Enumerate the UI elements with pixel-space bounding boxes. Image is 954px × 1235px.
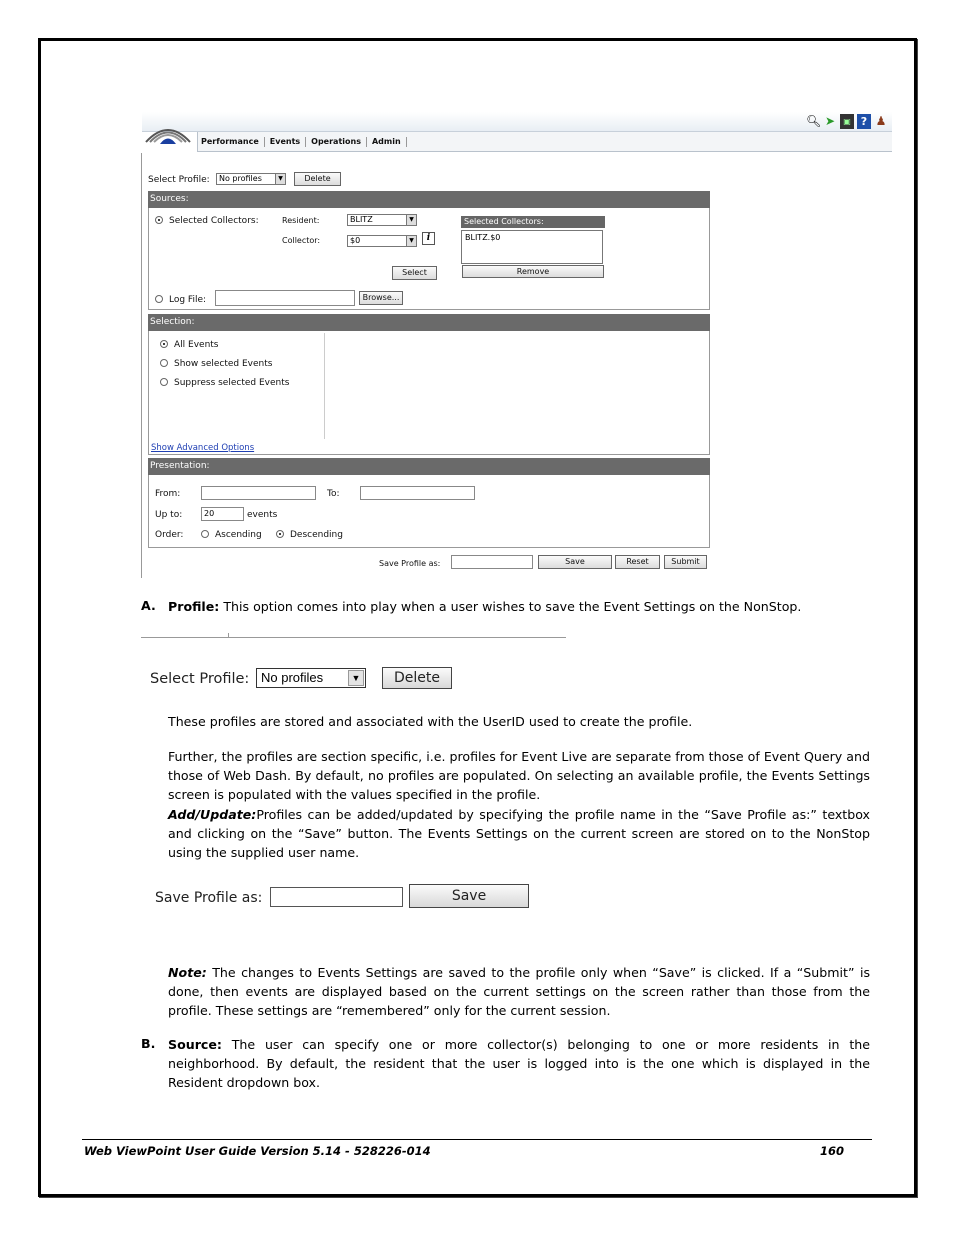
submit-button[interactable]: Submit (664, 555, 707, 569)
item-a-paragraph (168, 597, 878, 616)
nav-events[interactable]: Events (265, 137, 306, 147)
to-label: To: (327, 489, 340, 499)
top-band (142, 112, 892, 132)
selection-divider (324, 333, 325, 439)
chevron-down-icon: ▼ (406, 215, 416, 225)
refresh-icon[interactable]: ➤ (824, 114, 836, 128)
descending-label: Descending (290, 530, 343, 540)
sources-header: Sources: (148, 191, 710, 208)
show-selected-label: Show selected Events (174, 359, 273, 369)
save-button[interactable]: Save (538, 555, 612, 569)
search-icon[interactable]: 🔍︎ (806, 114, 822, 128)
selected-collectors-list[interactable] (461, 230, 603, 264)
big-save-profile-input[interactable] (270, 887, 403, 907)
terminal-icon[interactable]: ▣ (840, 114, 854, 129)
events-settings-screenshot (141, 112, 892, 578)
chevron-down-icon: ▼ (348, 670, 364, 686)
selected-collectors-radio[interactable] (155, 216, 163, 224)
collector-dropdown-value: $0 (350, 236, 361, 245)
upto-input[interactable] (201, 507, 244, 521)
save-profile-label: Save Profile as: (379, 559, 441, 568)
top-bar (141, 112, 892, 153)
presentation-header: Presentation: (148, 458, 710, 475)
item-a-title: Profile: (168, 599, 220, 614)
from-label: From: (155, 489, 181, 499)
all-events-label: All Events (174, 340, 219, 350)
profile-dropdown[interactable] (216, 173, 286, 185)
footer-title: Web ViewPoint User Guide Version 5.14 - 528226-014 (84, 1144, 431, 1158)
main-nav (201, 137, 407, 147)
big-delete-button[interactable]: Delete (382, 667, 452, 689)
show-advanced-options-link[interactable]: Show Advanced Options (151, 443, 255, 453)
resident-dropdown[interactable] (347, 214, 417, 226)
note-paragraph (168, 963, 870, 1021)
resident-dropdown-value: BLITZ (350, 215, 373, 224)
selected-collectors-list-header: Selected Collectors: (461, 216, 605, 228)
paragraph-2-text: Further, the profiles are section specific, i.e. profiles for Event Live are separate from those of Event Query and those of Web Dash. By default, no profiles are populated. On selecting an available profile, the Events Settings screen is populated with the values specified in the profile. (168, 749, 870, 803)
resident-label: Resident: (282, 216, 320, 225)
item-b-title: Source: (168, 1037, 222, 1052)
add-update-text: Profiles can be added/updated by specifying the profile name in the “Save Profile as:” textbox and clicking on the “Save” button. The Events Settings on the current screen are stored on to the NonStop using the supplied user name. (168, 806, 870, 861)
chevron-down-icon: ▼ (406, 236, 416, 246)
suppress-selected-radio[interactable] (160, 378, 168, 386)
info-icon[interactable]: i (422, 232, 435, 245)
delete-button[interactable]: Delete (294, 172, 341, 186)
user-icon[interactable]: ♟ (875, 114, 887, 128)
selection-panel (148, 331, 710, 455)
selected-collectors-label: Selected Collectors: (169, 216, 259, 226)
nav-operations[interactable]: Operations (306, 137, 367, 147)
footer-rule (82, 1139, 872, 1140)
chevron-down-icon: ▼ (275, 174, 285, 184)
suppress-selected-label: Suppress selected Events (174, 378, 290, 388)
reset-button[interactable]: Reset (615, 555, 660, 569)
snippet-tick (228, 633, 229, 638)
snippet-divider (141, 637, 566, 638)
order-label: Order: (155, 530, 184, 540)
collector-dropdown[interactable] (347, 235, 417, 247)
note-title: Note: (168, 965, 207, 980)
item-a-letter: A. (141, 598, 156, 613)
add-update-title: Add/Update: (168, 806, 257, 822)
log-file-label: Log File: (169, 295, 207, 305)
browse-button[interactable]: Browse... (359, 291, 403, 305)
item-a-text: This option comes into play when a user wishes to save the Event Settings on the NonStop. (219, 599, 802, 614)
descending-radio[interactable] (276, 530, 284, 538)
remove-button[interactable]: Remove (462, 265, 604, 278)
big-save-button[interactable]: Save (409, 884, 529, 908)
item-b-paragraph (168, 1035, 870, 1093)
upto-label: Up to: (155, 510, 183, 520)
to-input[interactable] (360, 486, 475, 500)
all-events-radio[interactable] (160, 340, 168, 348)
note-text: The changes to Events Settings are saved to the profile only when “Save” is clicked. If a “Submit” is done, then events are displayed based on the current settings on the screen rather than those from the profile. These settings are “remembered” only for the current session. (168, 965, 870, 1019)
ascending-label: Ascending (215, 530, 262, 540)
toolbar-icons (806, 114, 888, 129)
big-profile-dropdown[interactable] (256, 668, 366, 688)
from-input[interactable] (201, 486, 316, 500)
show-selected-radio[interactable] (160, 359, 168, 367)
screenshot-left-border (141, 112, 142, 578)
nav-performance[interactable]: Performance (201, 137, 265, 147)
select-button[interactable]: Select (392, 266, 437, 280)
big-save-profile-label: Save Profile as: (155, 890, 263, 906)
save-profile-input[interactable] (451, 555, 533, 569)
collector-label: Collector: (282, 236, 321, 245)
paragraph-2 (168, 747, 870, 862)
profile-dropdown-value: No profiles (219, 174, 262, 183)
footer-page-number: 160 (820, 1144, 845, 1158)
big-select-profile-label: Select Profile: (150, 671, 250, 687)
log-file-radio[interactable] (155, 295, 163, 303)
selection-header: Selection: (148, 314, 710, 331)
item-b-letter: B. (141, 1036, 156, 1051)
log-file-input[interactable] (215, 290, 355, 306)
nav-admin[interactable]: Admin (367, 137, 407, 147)
help-icon[interactable]: ? (857, 114, 871, 129)
paragraph-1: These profiles are stored and associated with the UserID used to create the profile. (168, 714, 693, 729)
big-profile-dropdown-value: No profiles (261, 670, 324, 685)
select-profile-label: Select Profile: (148, 175, 210, 185)
upto-value: 20 (204, 509, 215, 518)
logo-icon (144, 120, 192, 146)
list-item[interactable]: BLITZ.$0 (465, 233, 501, 242)
ascending-radio[interactable] (201, 530, 209, 538)
item-b-text: The user can specify one or more collector(s) belonging to one or more residents in the neighborhood. By default, the resident that the user is logged into is the one which is displayed in the Resident dropdown box. (168, 1037, 870, 1091)
events-unit-label: events (247, 510, 278, 520)
